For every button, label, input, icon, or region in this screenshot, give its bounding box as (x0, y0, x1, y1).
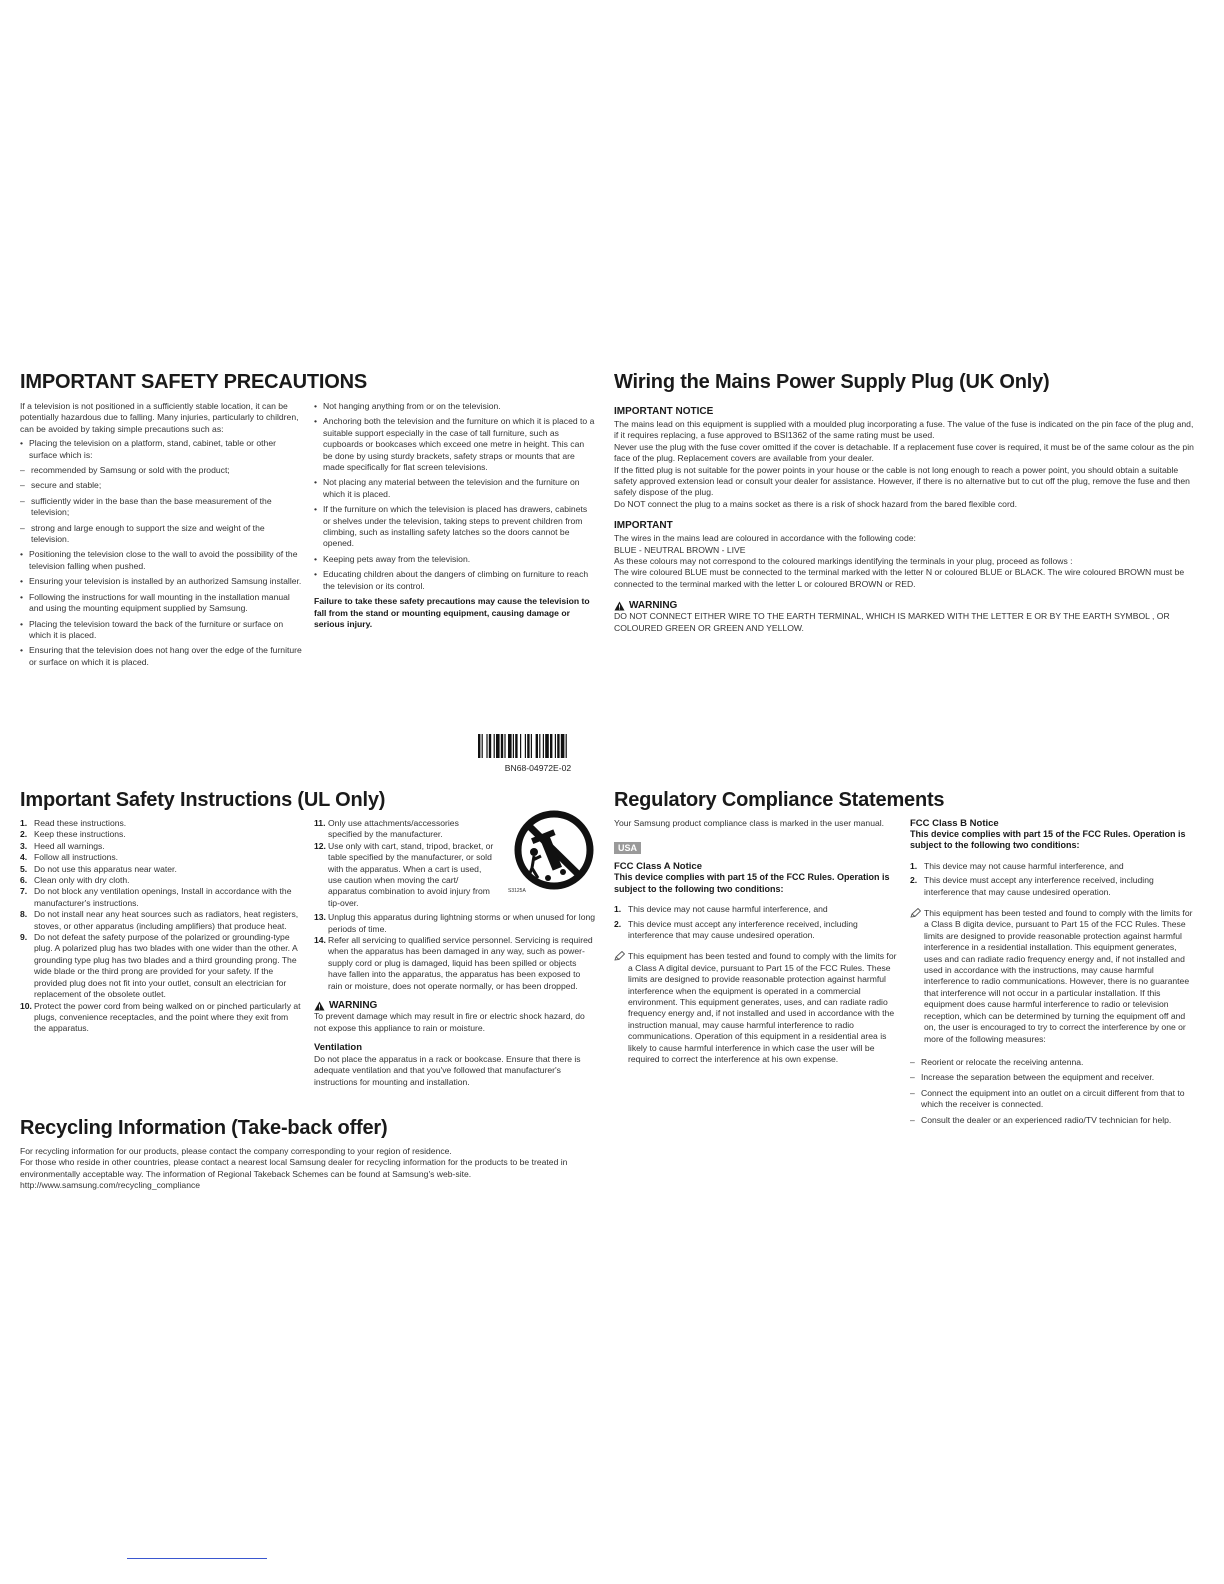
important-heading: IMPORTANT (614, 520, 673, 532)
barcode (478, 734, 598, 773)
item-number: 11. (314, 818, 326, 828)
list-item-text: Placing the television toward the back of the furniture or surface on which it is placed. (29, 618, 284, 640)
ul-title-wrap (20, 789, 385, 812)
list-item (20, 438, 302, 461)
paragraph: http://www.samsung.com/recycling_compliance (20, 1180, 201, 1191)
barcode-bar (504, 734, 505, 758)
paragraph: For recycling information for our products, please contact the company corresponding to your region of residence. (20, 1146, 452, 1156)
list-item-text: Keeping pets away from the television. (323, 553, 471, 564)
item-number: 9. (20, 932, 28, 943)
ventilation-heading: Ventilation (314, 1041, 363, 1053)
bullet-marker: • (314, 477, 318, 488)
measure-text: Reorient or relocate the receiving antenna. (921, 1056, 1084, 1067)
barcode-bar (536, 734, 538, 758)
recycling-title: Recycling Information (Take-back offer) (20, 1117, 388, 1139)
barcode-bar (496, 734, 500, 758)
ul-list-2-top (314, 818, 494, 909)
class-a-heading: FCC Class A Notice (614, 861, 702, 873)
barcode-bar (566, 734, 567, 758)
regulatory-intro: Your Samsung product compliance class is marked in the user manual. (614, 818, 885, 828)
list-item (314, 504, 596, 550)
barcode-bar (543, 734, 544, 758)
paragraph: If the fitted plug is not suitable for the power points in your house or the cable is not long enough to reach a power point, you should obtain a suitable safety approved extension lead or consult your dealer for assistance. However, if there is no alternative but to cut off the plug, remove the fuse and then safely dispose of the plug. (614, 464, 1190, 498)
safety-precautions-list-1 (20, 438, 302, 668)
recycling-text (20, 1146, 600, 1192)
list-item-text: Educating children about the dangers of climbing on furniture to reach the television or its control. (323, 569, 589, 591)
item-number: 1. (614, 904, 622, 915)
item-number: 12. (314, 840, 326, 851)
item-text: Do not install near any heat sources such as radiators, heat registers, stoves, or other apparatus (including amplifiers) that produce heat. (34, 909, 299, 931)
list-item (20, 576, 302, 587)
class-a-statement: This device complies with part 15 of the FCC Rules. Operation is subject to the following two conditions: (614, 872, 890, 894)
item-number: 2. (614, 918, 622, 929)
regulatory-col1 (614, 818, 900, 1066)
item-text: Use only with cart, stand, tripod, bracket, or table specified by the manufacturer, or sold with the apparatus. When a cart is used, use caution when moving the cart/ apparatus combination to avoid injury from tip-over. (328, 840, 494, 908)
list-item-text: recommended by Samsung or sold with the product; (31, 465, 230, 476)
barcode-bar (561, 734, 565, 758)
item-number: 7. (20, 886, 28, 897)
numbered-item (20, 909, 302, 932)
wiring-warning-heading (614, 600, 1194, 611)
class-b-conditions (910, 861, 1194, 898)
item-number: 5. (20, 863, 28, 874)
item-number: 1. (20, 818, 28, 828)
list-item-text: Following the instructions for wall mounting in the installation manual and using the mounting equipment supplied by Samsung. (29, 591, 290, 614)
ul-instructions-title: Important Safety Instructions (UL Only) (20, 789, 386, 811)
list-item (314, 477, 596, 500)
regulatory-col2 (910, 818, 1194, 1130)
item-text: Clean only with dry cloth. (34, 875, 130, 886)
dash-marker: – (910, 1114, 915, 1125)
class-a-note (614, 951, 900, 1065)
measure-item (910, 1057, 1194, 1068)
numbered-item (910, 861, 1194, 872)
dash-marker: – (910, 1087, 915, 1098)
paragraph: As these colours may not correspond to the coloured markings identifying the terminals in your plug, proceed as follows : (614, 556, 1073, 567)
list-item-text: Not hanging anything from or on the television. (323, 401, 501, 411)
safety-precautions-intro: If a television is not positioned in a sufficiently stable location, it can be potentially hazardous due to falling. Many injuries, particularly to children, can be avoided by taking simple precautions such as: (20, 401, 299, 434)
list-item-text: Ensuring your television is installed by an authorized Samsung installer. (29, 576, 302, 587)
barcode-bar (525, 734, 526, 758)
usa-badge: USA (614, 842, 641, 854)
bullet-marker: • (20, 618, 24, 629)
class-a-note-text: This equipment has been tested and found to comply with the limits for a Class A digital device, pursuant to Part 15 of the FCC Rules. These limits are designed to provide reasonable protection against harmful interference when the equipment is operated in a commercial environment. This equipment generates, uses, and can radiate radio frequency energy and, if not installed and used in accordance with the instruction manual, may cause harmful interference to radio communications. Operation of this equipment in a residential area is likely to cause harmful interference in which case the user will be required to correct the interference at his own expense. (628, 951, 897, 1065)
item-text: Protect the power cord from being walked on or pinched particularly at plugs, convenience receptacles, and the point where they exit from the apparatus. (34, 1000, 301, 1034)
barcode-bar (550, 734, 552, 758)
list-item (314, 401, 596, 412)
note-pencil-icon (614, 951, 625, 961)
item-number: 3. (20, 840, 28, 851)
barcode-bar (515, 734, 517, 758)
wiring-title-wrap (614, 371, 1050, 394)
item-text: This device must accept any interference received, including interference that may cause undesired operation. (628, 918, 858, 941)
barcode-bar (527, 734, 529, 758)
footer-divider (127, 1558, 267, 1559)
barcode-bar (545, 734, 549, 758)
class-b-note (910, 908, 1194, 1045)
measure-text: Consult the dealer or an experienced radio/TV technician for help. (921, 1114, 1172, 1125)
bullet-marker: • (20, 549, 24, 560)
safety-precautions-title: IMPORTANT SAFETY PRECAUTIONS (20, 371, 368, 393)
list-item-text: Not placing any material between the television and the furniture on which it is placed. (323, 477, 580, 499)
list-item-text: Anchoring both the television and the furniture on which it is placed to a suitable support especially in the case of tall furniture, such as cupboards or bookcases which exceed one metre in height. This can be done by using sturdy brackets, safety straps or mounts that are made specifically for flat screen televisions. (323, 416, 595, 473)
ul-col1 (20, 818, 302, 1035)
item-text: This device must accept any interference received, including interference that may cause undesired operation. (924, 875, 1154, 897)
safety-precautions-col2 (314, 401, 596, 630)
bullet-marker: • (20, 645, 24, 656)
ul-col2 (314, 818, 596, 1088)
numbered-item (20, 932, 302, 1000)
wiring-body (614, 406, 1194, 634)
dash-marker: – (20, 480, 25, 491)
item-text: Heed all warnings. (34, 840, 105, 851)
barcode-bar (520, 734, 521, 758)
ventilation-text: Do not place the apparatus in a rack or bookcase. Ensure that there is adequate ventilation and that you've followed that manufacturer's instructions for mounting and installation. (314, 1053, 581, 1087)
barcode-code: BN68-04972E-02 (504, 763, 572, 773)
dash-marker: – (910, 1072, 915, 1083)
paragraph: The wire coloured BLUE must be connected to the terminal marked with the letter N or coloured BLUE or BLACK. The wire coloured BROWN must be connected to the terminal marked with the letter L or coloured BROWN or RED. (614, 567, 1185, 589)
list-item (20, 592, 302, 615)
paragraph: BLUE - NEUTRAL BROWN - LIVE (614, 544, 746, 555)
numbered-item (20, 829, 302, 840)
paragraph: The mains lead on this equipment is supplied with a moulded plug incorporating a fuse. The value of the fuse is indicated on the pin face of the plug and, if it requires replacing, a fuse approved to BSI1362 of the same rating must be used. (614, 419, 1194, 441)
dash-marker: – (20, 465, 25, 476)
barcode-bar (555, 734, 556, 758)
numbered-item (614, 919, 900, 942)
bullet-marker: • (314, 553, 318, 564)
item-text: Only use attachments/accessories specified by the manufacturer. (328, 818, 459, 840)
barcode-bar (482, 734, 483, 758)
bullet-marker: • (314, 401, 318, 411)
numbered-item (314, 935, 596, 992)
regulatory-title-wrap (614, 789, 944, 812)
list-item-text: sufficiently wider in the base than the base measurement of the television; (31, 495, 272, 518)
class-b-statement: This device complies with part 15 of the FCC Rules. Operation is subject to the following two conditions: (910, 829, 1186, 851)
class-b-measures (910, 1057, 1194, 1126)
recycling-title-wrap (20, 1117, 387, 1140)
list-item-text: Ensuring that the television does not hang over the edge of the furniture or surface on which it is placed. (29, 645, 302, 667)
measure-item (910, 1072, 1194, 1083)
important-notice-text (614, 419, 1194, 510)
item-number: 10. (20, 1000, 32, 1011)
bullet-marker: • (20, 591, 24, 602)
barcode-bar (513, 734, 514, 758)
bullet-marker: • (314, 504, 318, 515)
list-item (314, 569, 596, 592)
paragraph: Do NOT connect the plug to a mains socket as there is a risk of shock hazard from the bared flexible cord. (614, 498, 1017, 509)
ul-list-2-bottom (314, 912, 596, 992)
numbered-item (20, 818, 302, 829)
barcode-bar (508, 734, 512, 758)
bullet-marker: • (20, 576, 24, 587)
sub-list-item (20, 465, 302, 476)
safety-failure-note: Failure to take these safety precautions may cause the television to fall from the stand or mounting equipment, causing damage or serious injury. (314, 596, 590, 629)
item-number: 13. (314, 912, 326, 923)
cart-label: S3125A (508, 888, 526, 894)
barcode-bar (501, 734, 503, 758)
numbered-item (314, 841, 494, 909)
item-text: Follow all instructions. (34, 852, 119, 863)
dash-marker: – (910, 1056, 915, 1067)
numbered-item (20, 841, 302, 852)
list-item (314, 416, 596, 473)
barcode-bar (539, 734, 540, 758)
class-a-conditions (614, 904, 900, 941)
item-text: Do not defeat the safety purpose of the polarized or grounding-type plug. A polarized plug has two blades with one wider than the other. A grounding type plug has two blades and a third grounding prong. The wide blade or the third prong are provided for your safety. If the provided plug does not fit into your outlet, consult an electrician for replacement of the obsolete outlet. (34, 932, 298, 1000)
important-notice-heading: IMPORTANT NOTICE (614, 406, 714, 417)
warning-triangle-icon (314, 1001, 325, 1011)
numbered-item (20, 886, 302, 909)
numbered-item (614, 904, 900, 915)
warning-triangle-icon (614, 601, 625, 611)
bullet-marker: • (20, 438, 24, 449)
safety-precautions-title-wrap (20, 371, 367, 394)
item-number: 2. (20, 829, 28, 840)
barcode-bar (478, 734, 480, 758)
sub-list-item (20, 523, 302, 546)
item-number: 8. (20, 909, 28, 920)
ul-list-1 (20, 818, 302, 1035)
item-number: 6. (20, 875, 28, 886)
class-b-note-text: This equipment has been tested and found to comply with the limits for a Class B digita device, pursuant to Part 15 of the FCC Rules. These limits are designed to provide reasonable protection against harmful interference in a residential installation. This equipment generates, uses and can radiate radio frequency energy and, if not installed and used in accordance with the instructions, may cause harmful interference to radio communications. However, there is no guarantee that interference will not occur in a particular installation. If this equipment does cause harmful interference to radio or television reception, which can be determined by turning the equipment off and on, the user is encouraged to try to correct the interference by one or more of the following measures: (924, 908, 1193, 1044)
barcode-bar (494, 734, 495, 758)
barcode-bar (557, 734, 559, 758)
numbered-item (20, 864, 302, 875)
recycling-body (20, 1146, 600, 1192)
item-text: Do not use this apparatus near water. (34, 863, 177, 874)
list-item-text: Positioning the television close to the wall to avoid the possibility of the television falling when pushed. (29, 549, 298, 571)
numbered-item (314, 818, 494, 841)
measure-item (910, 1088, 1194, 1111)
item-number: 4. (20, 852, 28, 863)
sub-list-item (20, 480, 302, 491)
measure-item (910, 1115, 1194, 1126)
numbered-item (20, 1001, 302, 1035)
list-item-text: If the furniture on which the television is placed has drawers, cabinets or shelves under the television, taking steps to prevent children from climbing, such as installing safety latches so the doors cannot be opened. (323, 504, 588, 549)
item-text: This device may not cause harmful interference, and (924, 860, 1124, 871)
wiring-title: Wiring the Mains Power Supply Plug (UK Only) (614, 371, 1050, 393)
list-item (20, 549, 302, 572)
item-text: Refer all servicing to qualified service personnel. Servicing is required when the apparatus has been damaged in any way, such as power-supply cord or plug is damaged, liquid has been spilled or objects have fallen into the apparatus, the apparatus has been exposed to rain or moisture, does not operate normally, or has been dropped. (328, 935, 593, 991)
regulatory-title: Regulatory Compliance Statements (614, 789, 945, 811)
paragraph: The wires in the mains lead are coloured in accordance with the following code: (614, 533, 916, 544)
wiring-warning-label: WARNING (629, 600, 678, 612)
item-number: 14. (314, 935, 326, 946)
class-b-heading: FCC Class B Notice (910, 818, 999, 829)
ul-warning-text: To prevent damage which may result in fire or electric shock hazard, do not expose this appliance to rain or moisture. (314, 1011, 585, 1033)
ul-warning-label: WARNING (329, 1000, 378, 1012)
dash-marker: – (20, 522, 25, 533)
ul-warning-heading (314, 1000, 596, 1011)
list-item-text: strong and large enough to support the size and weight of the television. (31, 522, 265, 545)
item-text: Unplug this apparatus during lightning storms or when unused for long periods of time. (328, 912, 596, 934)
dash-marker: – (20, 495, 25, 506)
list-item (314, 554, 596, 565)
item-text: This device may not cause harmful interference, and (628, 904, 828, 915)
list-item (20, 619, 302, 642)
safety-precautions-col1 (20, 401, 302, 672)
cart-tipover-icon (508, 810, 596, 896)
item-number: 2. (910, 875, 918, 886)
barcode-bar (486, 734, 487, 758)
safety-precautions-list-2 (314, 401, 596, 592)
item-text: Read these instructions. (34, 818, 127, 828)
wiring-warning-text: DO NOT CONNECT EITHER WIRE TO THE EARTH TERMINAL, WHICH IS MARKED WITH THE LETTER E OR BY THE EARTH SYMBOL , OR COLOURED GREEN OR GREEN AND YELLOW. (614, 611, 1170, 633)
important-text (614, 533, 1194, 590)
barcode-bar (531, 734, 532, 758)
list-item-text: Placing the television on a platform, stand, cabinet, table or other surface which is: (29, 438, 276, 460)
list-item (20, 645, 302, 668)
numbered-item (20, 875, 302, 886)
paragraph: For those who reside in other countries, please contact a nearest local Samsung dealer for recycling information for the products to be treated in environmentally acceptable way. The information of Regional Takeback Schemes can be found at Samsung's web-site. (20, 1157, 568, 1179)
barcode-bar (489, 734, 491, 758)
item-number: 1. (910, 860, 918, 871)
item-text: Keep these instructions. (34, 829, 126, 840)
numbered-item (20, 852, 302, 863)
item-text: Do not block any ventilation openings, Install in accordance with the manufacturer's instructions. (34, 886, 292, 908)
cart-warning-symbol (508, 810, 596, 902)
bullet-marker: • (314, 569, 318, 580)
measure-text: Connect the equipment into an outlet on a circuit different from that to which the receiver is connected. (921, 1087, 1185, 1110)
paragraph: Never use the plug with the fuse cover omitted if the cover is detachable. If a replacement fuse cover is required, it must be of the same colour as the pin face of the plug. Replacement covers are available from your dealer. (614, 441, 1194, 464)
measure-text: Increase the separation between the equipment and receiver. (921, 1072, 1155, 1083)
barcode-icon (478, 734, 598, 758)
numbered-item (910, 875, 1194, 898)
numbered-item (314, 912, 596, 935)
note-pencil-icon (910, 908, 921, 918)
list-item-text: secure and stable; (31, 480, 102, 491)
bullet-marker: • (314, 416, 318, 427)
sub-list-item (20, 496, 302, 519)
